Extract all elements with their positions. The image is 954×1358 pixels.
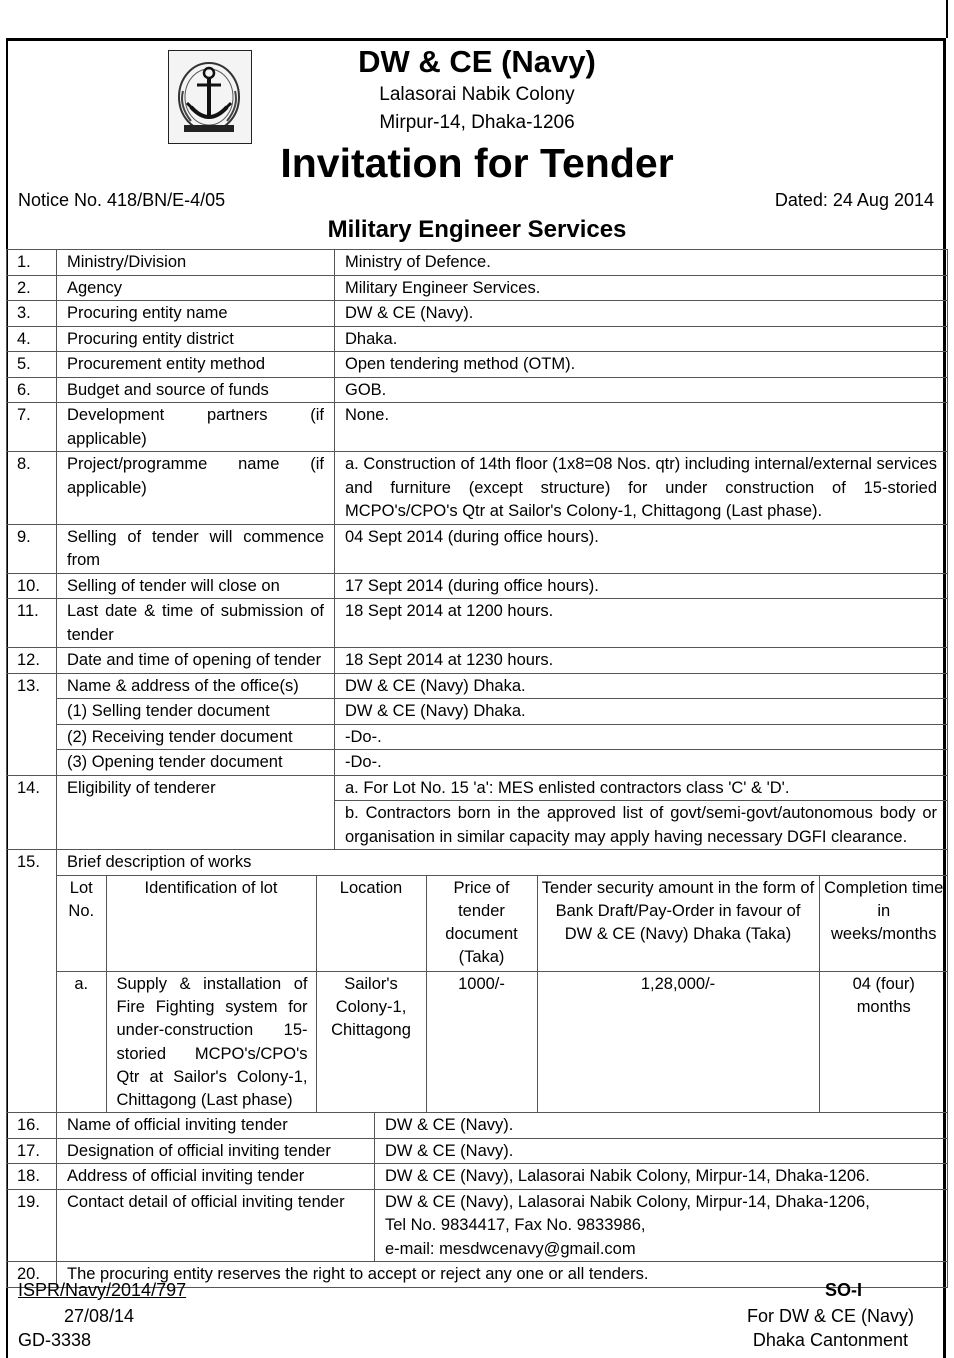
row-value: Dhaka. bbox=[335, 326, 948, 352]
column-header: Identification of lot bbox=[106, 876, 316, 972]
lot-location: Sailor's Colony-1, Chittagong bbox=[316, 971, 426, 1112]
table-row bbox=[7, 1138, 948, 1164]
table-row bbox=[7, 850, 948, 876]
row-label: Procuring entity district bbox=[57, 326, 335, 352]
row-label: Contact detail of official inviting tender bbox=[57, 1189, 375, 1262]
row-number: 9. bbox=[7, 524, 57, 573]
signatory-designation: SO-I bbox=[824, 1280, 862, 1300]
row-label: Last date & time of submission of tender bbox=[57, 599, 335, 648]
signatory-location: Dhaka Cantonment bbox=[752, 1330, 908, 1350]
row-number: 15. bbox=[7, 850, 57, 1113]
row-label: (2) Receiving tender document bbox=[57, 724, 335, 750]
subtitle: Military Engineer Services bbox=[327, 216, 627, 243]
ispr-reference: ISPR/Navy/2014/797 bbox=[18, 1280, 187, 1300]
row-value: DW & CE (Navy). bbox=[375, 1138, 948, 1164]
anchor-emblem-icon bbox=[169, 51, 250, 142]
notice-date: Dated: 24 Aug 2014 bbox=[774, 190, 934, 210]
row-value: DW & CE (Navy), Lalasorai Nabik Colony, Mirpur-14, Dhaka-1206. bbox=[375, 1164, 948, 1190]
row-label: Date and time of opening of tender bbox=[57, 648, 335, 674]
contact-address: DW & CE (Navy), Lalasorai Nabik Colony, Mirpur-14, Dhaka-1206, bbox=[385, 1192, 870, 1211]
table-row bbox=[7, 1164, 948, 1190]
row-text: The procuring entity reserves the right to accept or reject any one or all tenders. bbox=[57, 1262, 948, 1288]
row-value: 04 Sept 2014 (during office hours). bbox=[335, 524, 948, 573]
row-value: DW & CE (Navy). bbox=[335, 301, 948, 327]
row-label: Selling of tender will close on bbox=[57, 573, 335, 599]
row-number: 6. bbox=[7, 377, 57, 403]
row-label: Name of official inviting tender bbox=[57, 1113, 375, 1139]
row-value: DW & CE (Navy) Dhaka. bbox=[335, 673, 948, 699]
row-number: 19. bbox=[7, 1189, 57, 1262]
row-label: Project/programme name (if applicable) bbox=[57, 452, 335, 525]
row-number: 12. bbox=[7, 648, 57, 674]
row-label: Selling of tender will commence from bbox=[57, 524, 335, 573]
table-row bbox=[7, 326, 948, 352]
gd-number: GD-3338 bbox=[18, 1330, 92, 1350]
row-value: Ministry of Defence. bbox=[335, 250, 948, 276]
row-value: 17 Sept 2014 (during office hours). bbox=[335, 573, 948, 599]
row-label: Eligibility of tenderer bbox=[57, 775, 335, 850]
lot-row bbox=[57, 971, 948, 1112]
contact-email: e-mail: mesdwcenavy@gmail.com bbox=[385, 1239, 636, 1258]
row-number: 18. bbox=[7, 1164, 57, 1190]
lot-completion: 04 (four) months bbox=[819, 971, 948, 1112]
navy-emblem-logo bbox=[168, 50, 252, 144]
row-value: None. bbox=[335, 403, 948, 452]
row-value: DW & CE (Navy) Dhaka. bbox=[335, 699, 948, 725]
row-label: (1) Selling tender document bbox=[57, 699, 335, 725]
notice-number: Notice No. 418/BN/E-4/05 bbox=[18, 190, 226, 210]
table-row bbox=[7, 524, 948, 573]
tender-details-table bbox=[6, 249, 948, 1288]
lot-identification: Supply & installation of Fire Fighting system for under-construction 15-storied MCPO's/CPO's Qtr at Sailor's Colony-1, Chittagong (Last phase) bbox=[106, 971, 316, 1112]
row-number: 14. bbox=[7, 775, 57, 850]
lot-table-cell bbox=[57, 875, 948, 1113]
row-label: Budget and source of funds bbox=[57, 377, 335, 403]
row-value: 18 Sept 2014 at 1230 hours. bbox=[335, 648, 948, 674]
table-row bbox=[7, 673, 948, 699]
lot-security: 1,28,000/- bbox=[537, 971, 819, 1112]
row-number: 5. bbox=[7, 352, 57, 378]
row-number: 11. bbox=[7, 599, 57, 648]
footer-date: 27/08/14 bbox=[64, 1306, 135, 1326]
column-header: Price of tender document (Taka) bbox=[426, 876, 537, 972]
row-number: 3. bbox=[7, 301, 57, 327]
row-value-a: a. For Lot No. 15 'a': MES enlisted contractors class 'C' & 'D'. bbox=[335, 775, 948, 801]
table-row bbox=[7, 750, 948, 776]
row-label: Ministry/Division bbox=[57, 250, 335, 276]
row-value-b: b. Contractors born in the approved list of govt/semi-govt/autonomous body or organisation in similar capacity may apply having necessary DGFI clearance. bbox=[335, 801, 948, 850]
column-header: Tender security amount in the form of Bank Draft/Pay-Order in favour of DW & CE (Navy) Dhaka (Taka) bbox=[537, 876, 819, 972]
table-row bbox=[7, 352, 948, 378]
row-value: 18 Sept 2014 at 1200 hours. bbox=[335, 599, 948, 648]
row-label: Development partners (if applicable) bbox=[57, 403, 335, 452]
table-row bbox=[7, 377, 948, 403]
table-row bbox=[7, 875, 948, 1113]
row-number: 17. bbox=[7, 1138, 57, 1164]
row-number: 16. bbox=[7, 1113, 57, 1139]
organization-name: DW & CE (Navy) bbox=[358, 44, 596, 79]
lot-number: a. bbox=[57, 971, 106, 1112]
row-label: Agency bbox=[57, 275, 335, 301]
row-value: DW & CE (Navy). bbox=[375, 1113, 948, 1139]
top-border-line bbox=[946, 0, 948, 38]
row-value: Open tendering method (OTM). bbox=[335, 352, 948, 378]
contact-phone-fax: Tel No. 9834417, Fax No. 9833986, bbox=[385, 1216, 646, 1235]
row-number: 4. bbox=[7, 326, 57, 352]
row-number: 13. bbox=[7, 673, 57, 775]
column-header: Location bbox=[316, 876, 426, 972]
table-row bbox=[7, 403, 948, 452]
row-label: (3) Opening tender document bbox=[57, 750, 335, 776]
lot-table bbox=[57, 876, 948, 1113]
row-value: a. Construction of 14th floor (1x8=08 Nos. qtr) including internal/external services and furniture (except structure) for under construction of 15-storied MCPO's/CPO's Qtr at Sailor's Colony-1, Chittagong (Last phase). bbox=[335, 452, 948, 525]
table-row bbox=[7, 301, 948, 327]
row-label: Brief description of works bbox=[57, 850, 948, 876]
row-value: -Do-. bbox=[335, 724, 948, 750]
table-row bbox=[7, 648, 948, 674]
table-row bbox=[7, 275, 948, 301]
row-label: Address of official inviting tender bbox=[57, 1164, 375, 1190]
row-label: Name & address of the office(s) bbox=[57, 673, 335, 699]
row-number: 2. bbox=[7, 275, 57, 301]
row-label: Designation of official inviting tender bbox=[57, 1138, 375, 1164]
signatory-office: For DW & CE (Navy) bbox=[746, 1306, 914, 1326]
lot-table-header bbox=[57, 876, 948, 972]
row-value bbox=[375, 1189, 948, 1262]
row-number: 7. bbox=[7, 403, 57, 452]
table-row bbox=[7, 1113, 948, 1139]
row-number: 1. bbox=[7, 250, 57, 276]
column-header: Lot No. bbox=[57, 876, 106, 972]
row-number: 8. bbox=[7, 452, 57, 525]
table-row bbox=[7, 250, 948, 276]
row-number: 20. bbox=[7, 1262, 57, 1288]
table-row bbox=[7, 452, 948, 525]
row-label: Procuring entity name bbox=[57, 301, 335, 327]
address-line-2: Mirpur-14, Dhaka-1206 bbox=[379, 112, 575, 133]
table-row bbox=[7, 699, 948, 725]
row-label: Procurement entity method bbox=[57, 352, 335, 378]
row-value: Military Engineer Services. bbox=[335, 275, 948, 301]
table-row bbox=[7, 775, 948, 801]
row-number: 10. bbox=[7, 573, 57, 599]
table-row bbox=[7, 573, 948, 599]
row-value: -Do-. bbox=[335, 750, 948, 776]
row-value: GOB. bbox=[335, 377, 948, 403]
lot-price: 1000/- bbox=[426, 971, 537, 1112]
address-line-1: Lalasorai Nabik Colony bbox=[379, 84, 575, 105]
page-title: Invitation for Tender bbox=[280, 140, 674, 186]
table-row bbox=[7, 1189, 948, 1262]
table-row bbox=[7, 724, 948, 750]
table-row bbox=[7, 599, 948, 648]
column-header: Completion time in weeks/months bbox=[819, 876, 948, 972]
